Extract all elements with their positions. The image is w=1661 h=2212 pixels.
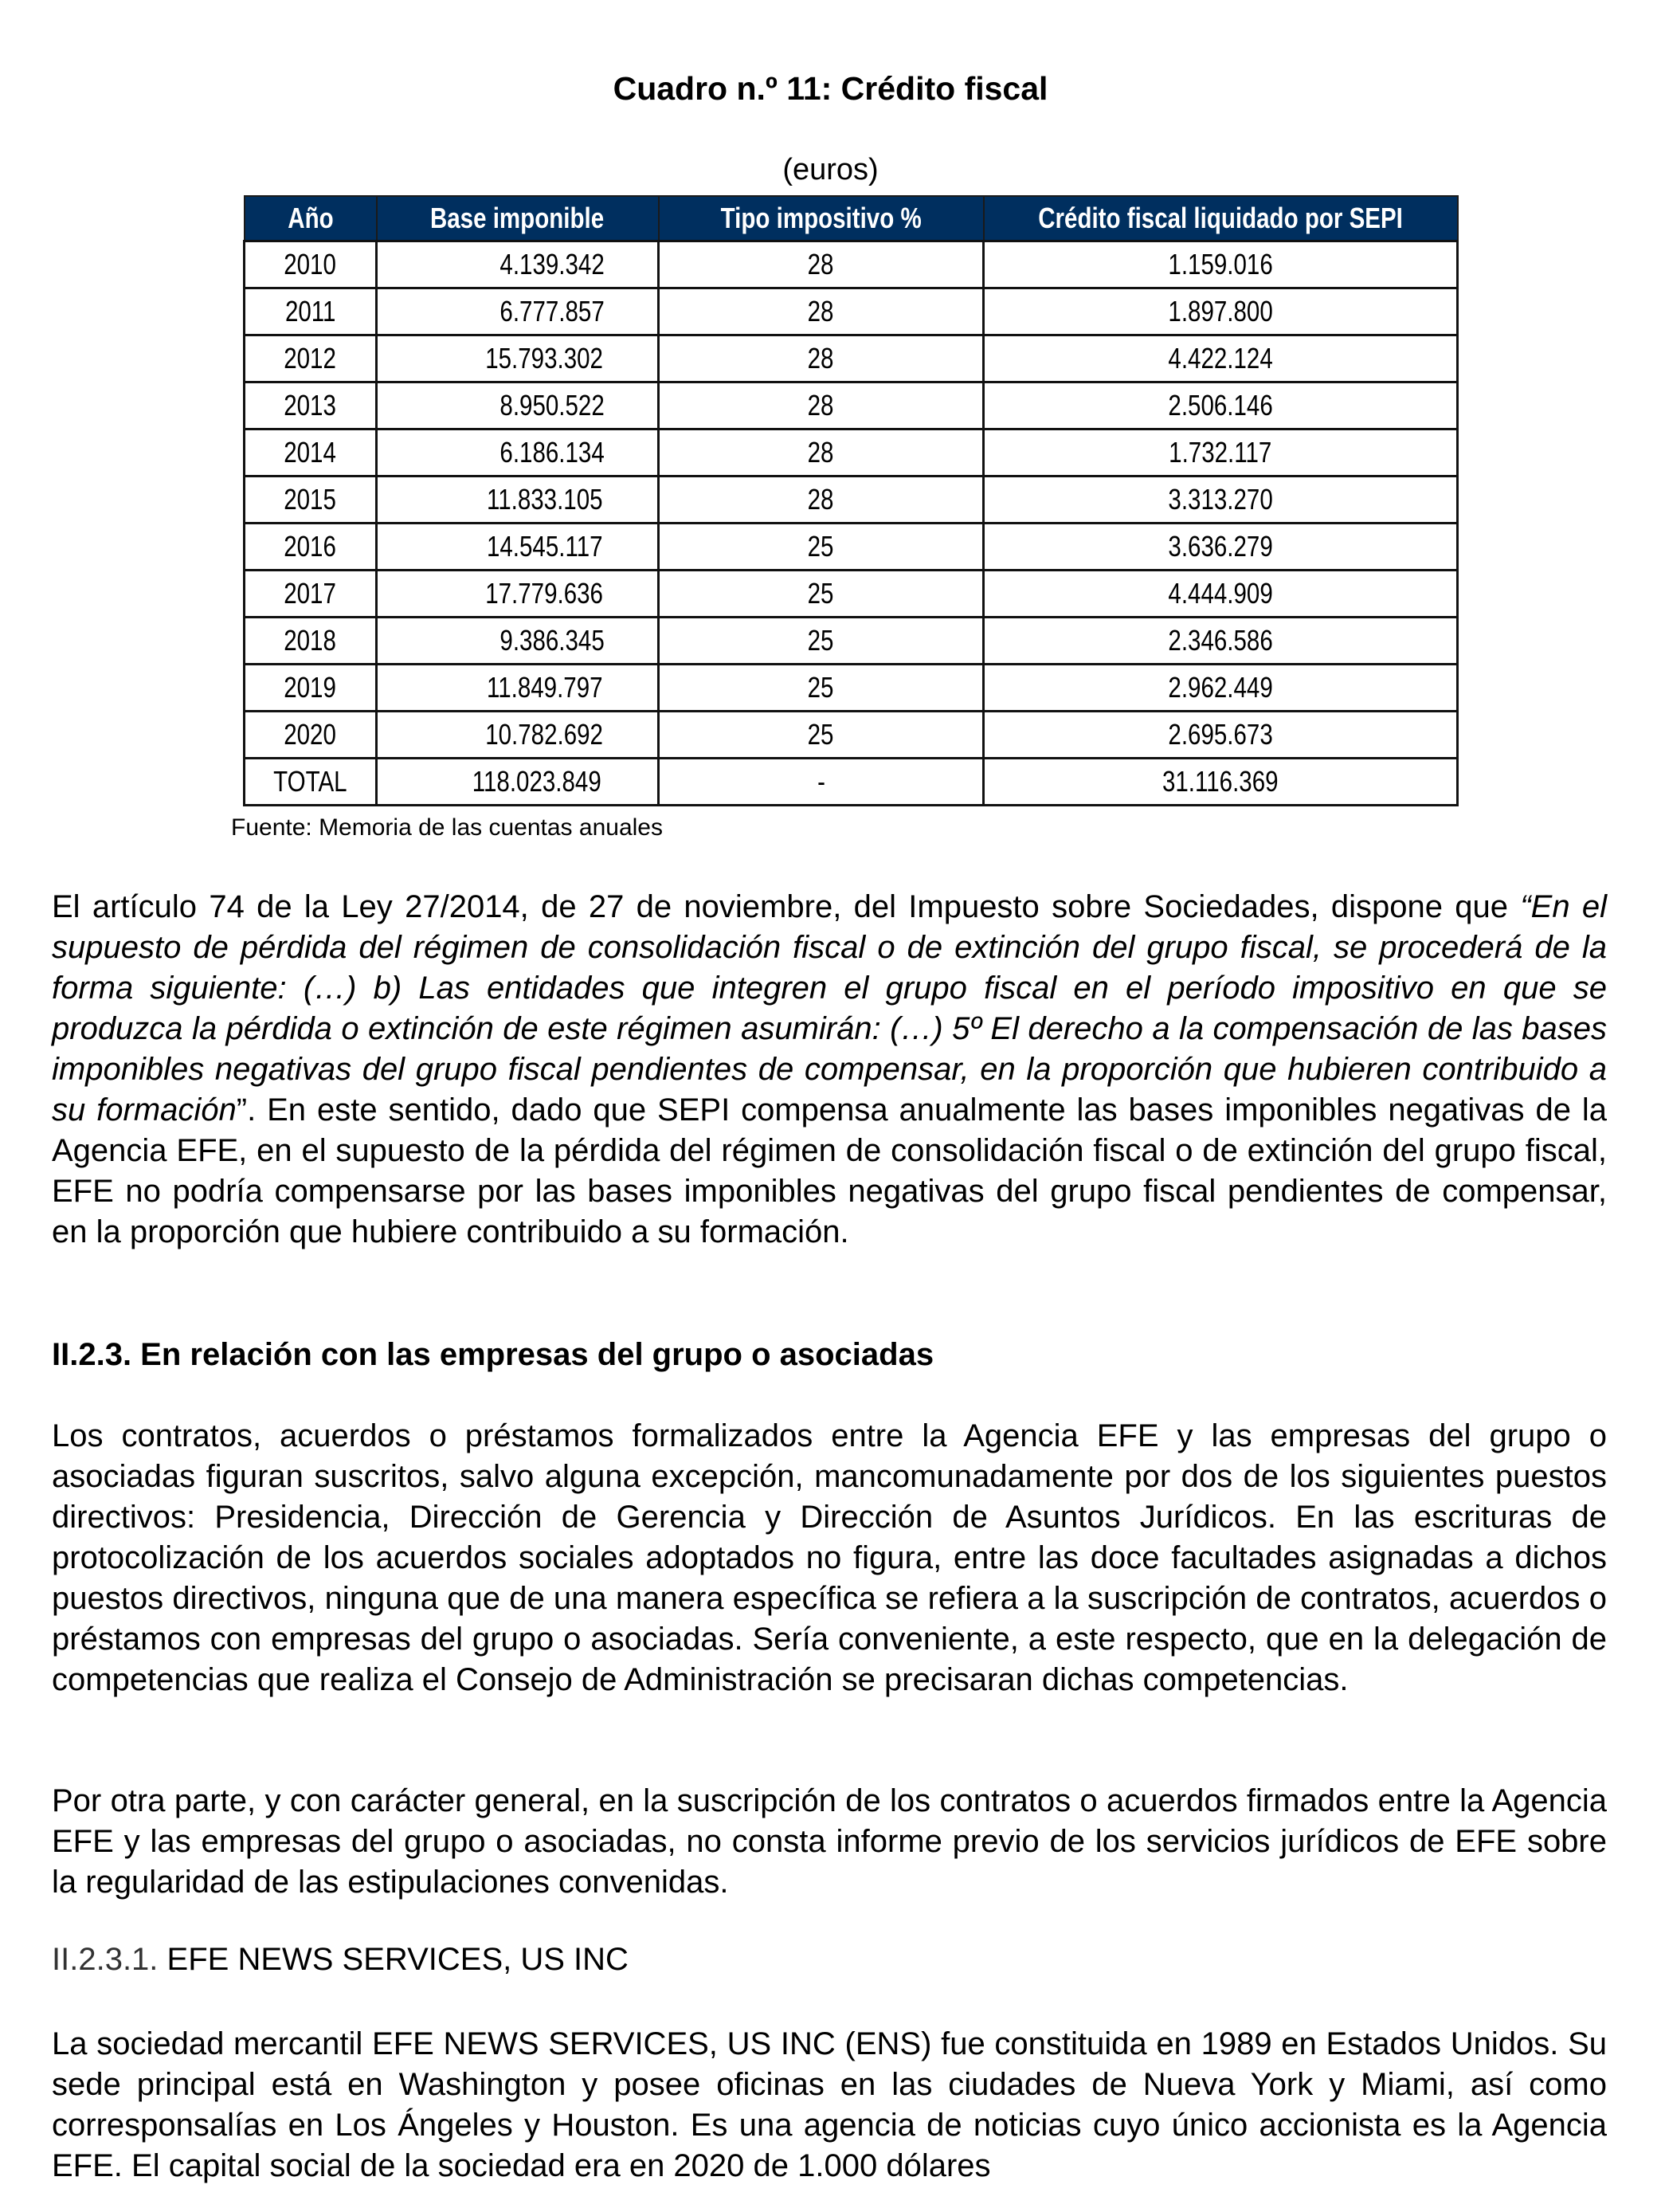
cell-ano: 2017 xyxy=(245,571,377,618)
cell-tipo-impositivo: 25 xyxy=(659,571,984,618)
p1-intro: El artículo 74 de la Ley 27/2014, de 27 de noviembre, del Impuesto sobre Sociedades, dispone que xyxy=(52,889,1521,924)
cell-ano: 2011 xyxy=(245,288,377,335)
table-row xyxy=(245,241,1458,288)
cell-tipo-impositivo: 25 xyxy=(659,618,984,665)
cell-base-imponible: 15.793.302 xyxy=(377,335,659,382)
table-row xyxy=(245,288,1458,335)
cell-credito-fiscal: 2.695.673 xyxy=(984,712,1458,759)
table-title: Cuadro n.º 11: Crédito fiscal xyxy=(613,70,1048,107)
cell-base-imponible: 17.779.636 xyxy=(377,571,659,618)
cell-tipo-impositivo: 25 xyxy=(659,665,984,712)
section-heading-ii-2-3-1 xyxy=(52,1942,629,1978)
cell-tipo-impositivo: 28 xyxy=(659,477,984,524)
cell-base-imponible: 8.950.522 xyxy=(377,382,659,429)
p1-quote: “En el supuesto de pérdida del régimen de consolidación fiscal o de extinción del grupo fiscal, se procederá de la forma siguiente: (…) b) Las entidades que integren el grupo fiscal en el período impositivo en que se produzca la pérdida o extinción de este régimen asumirán: (…) 5º El derecho a la compensación de las bases imponibles negativas del grupo fiscal pendientes de compensar, en la proporción que hubieren contribuido a su formación xyxy=(52,889,1607,1128)
p2-text: Los contratos, acuerdos o préstamos formalizados entre la Agencia EFE y las empresas del grupo o asociadas figuran suscritos, salvo alguna excepción, mancomunadamente por dos de los siguientes puestos directivos: Presidencia, Dirección de Gerencia y Dirección de Asuntos Jurídicos. En las escrituras de protocolización de los acuerdos sociales adoptados no figura, entre las doce facultades asignadas a dichos puestos directivos, ninguna que de una manera específica se refiera a la suscripción de contratos, acuerdos o préstamos con empresas del grupo o asociadas. Sería conveniente, a este respecto, que en la delegación de competencias que realiza el Consejo de Administración se precisaran dichas competencias. xyxy=(52,1418,1607,1697)
table-row xyxy=(245,571,1458,618)
cell-base-imponible: 9.386.345 xyxy=(377,618,659,665)
cell-credito-fiscal: 1.897.800 xyxy=(984,288,1458,335)
table-header-row xyxy=(245,196,1458,241)
cell-base-imponible: 11.849.797 xyxy=(377,665,659,712)
heading-text: EFE NEWS SERVICES, US INC xyxy=(158,1942,629,1977)
section-heading-ii-2-3: II.2.3. En relación con las empresas del grupo o asociadas xyxy=(52,1337,934,1372)
cell-ano: 2015 xyxy=(245,477,377,524)
table-row xyxy=(245,712,1458,759)
p4-text: La sociedad mercantil EFE NEWS SERVICES, US INC (ENS) fue constituida en 1989 en Estados Unidos. Su sede principal está en Washington y posee oficinas en las ciudades de Nueva York y Miami, así como corresponsalías en Los Ángeles y Houston. Es una agencia de noticias cuyo único accionista es la Agencia EFE. El capital social de la sociedad era en 2020 de 1.000 dólares xyxy=(52,2026,1607,2183)
col-header-base-imponible: Base imponible xyxy=(377,196,659,241)
credito-fiscal-table xyxy=(243,195,1459,806)
cell-base-imponible: 11.833.105 xyxy=(377,477,659,524)
table-row xyxy=(245,524,1458,571)
cell-credito-fiscal: 3.313.270 xyxy=(984,477,1458,524)
cell-ano: 2018 xyxy=(245,618,377,665)
table-row xyxy=(245,382,1458,429)
cell-credito-fiscal: 2.346.586 xyxy=(984,618,1458,665)
cell-base-imponible: 118.023.849 xyxy=(377,759,659,806)
cell-credito-fiscal: 4.422.124 xyxy=(984,335,1458,382)
cell-credito-fiscal: 1.159.016 xyxy=(984,241,1458,288)
cell-ano: 2010 xyxy=(245,241,377,288)
cell-base-imponible: 4.139.342 xyxy=(377,241,659,288)
paragraph-efe-news-services xyxy=(52,2024,1607,2187)
paragraph-contratos xyxy=(52,1416,1607,1700)
cell-ano: TOTAL xyxy=(245,759,377,806)
table-row xyxy=(245,618,1458,665)
col-header-credito-fiscal: Crédito fiscal liquidado por SEPI xyxy=(984,196,1458,241)
cell-tipo-impositivo: 28 xyxy=(659,429,984,477)
cell-base-imponible: 6.777.857 xyxy=(377,288,659,335)
table-source: Fuente: Memoria de las cuentas anuales xyxy=(231,814,663,841)
cell-tipo-impositivo: - xyxy=(659,759,984,806)
cell-ano: 2016 xyxy=(245,524,377,571)
cell-credito-fiscal: 31.116.369 xyxy=(984,759,1458,806)
heading-number: II.2.3.1. xyxy=(52,1942,159,1977)
table-row xyxy=(245,429,1458,477)
cell-credito-fiscal: 4.444.909 xyxy=(984,571,1458,618)
table-row xyxy=(245,477,1458,524)
cell-credito-fiscal: 2.506.146 xyxy=(984,382,1458,429)
cell-credito-fiscal: 1.732.117 xyxy=(984,429,1458,477)
cell-ano: 2019 xyxy=(245,665,377,712)
cell-credito-fiscal: 3.636.279 xyxy=(984,524,1458,571)
cell-tipo-impositivo: 28 xyxy=(659,335,984,382)
cell-ano: 2020 xyxy=(245,712,377,759)
cell-tipo-impositivo: 25 xyxy=(659,524,984,571)
p1-rest: ”. En este sentido, dado que SEPI compensa anualmente las bases imponibles negativas de la Agencia EFE, en el supuesto de la pérdida del régimen de consolidación fiscal o de extinción del grupo fiscal, EFE no podría compensarse por las bases imponibles negativas del grupo fiscal pendientes de compensar, en la proporción que hubiere contribuido a su formación. xyxy=(52,1092,1607,1249)
cell-credito-fiscal: 2.962.449 xyxy=(984,665,1458,712)
cell-tipo-impositivo: 28 xyxy=(659,382,984,429)
paragraph-por-otra-parte xyxy=(52,1781,1607,1903)
cell-base-imponible: 6.186.134 xyxy=(377,429,659,477)
cell-tipo-impositivo: 25 xyxy=(659,712,984,759)
p3-text: Por otra parte, y con carácter general, en la suscripción de los contratos o acuerdos firmados entre la Agencia EFE y las empresas del grupo o asociadas, no consta informe previo de los servicios jurídicos de EFE sobre la regularidad de las estipulaciones convenidas. xyxy=(52,1783,1607,1900)
cell-tipo-impositivo: 28 xyxy=(659,288,984,335)
table-units: (euros) xyxy=(782,153,879,186)
cell-tipo-impositivo: 28 xyxy=(659,241,984,288)
cell-base-imponible: 14.545.117 xyxy=(377,524,659,571)
col-header-tipo-impositivo: Tipo impositivo % xyxy=(659,196,984,241)
cell-ano: 2012 xyxy=(245,335,377,382)
cell-base-imponible: 10.782.692 xyxy=(377,712,659,759)
table-total-row xyxy=(245,759,1458,806)
table-row xyxy=(245,335,1458,382)
paragraph-articulo-74 xyxy=(52,887,1607,1253)
table-row xyxy=(245,665,1458,712)
cell-ano: 2014 xyxy=(245,429,377,477)
cell-ano: 2013 xyxy=(245,382,377,429)
col-header-ano: Año xyxy=(245,196,377,241)
